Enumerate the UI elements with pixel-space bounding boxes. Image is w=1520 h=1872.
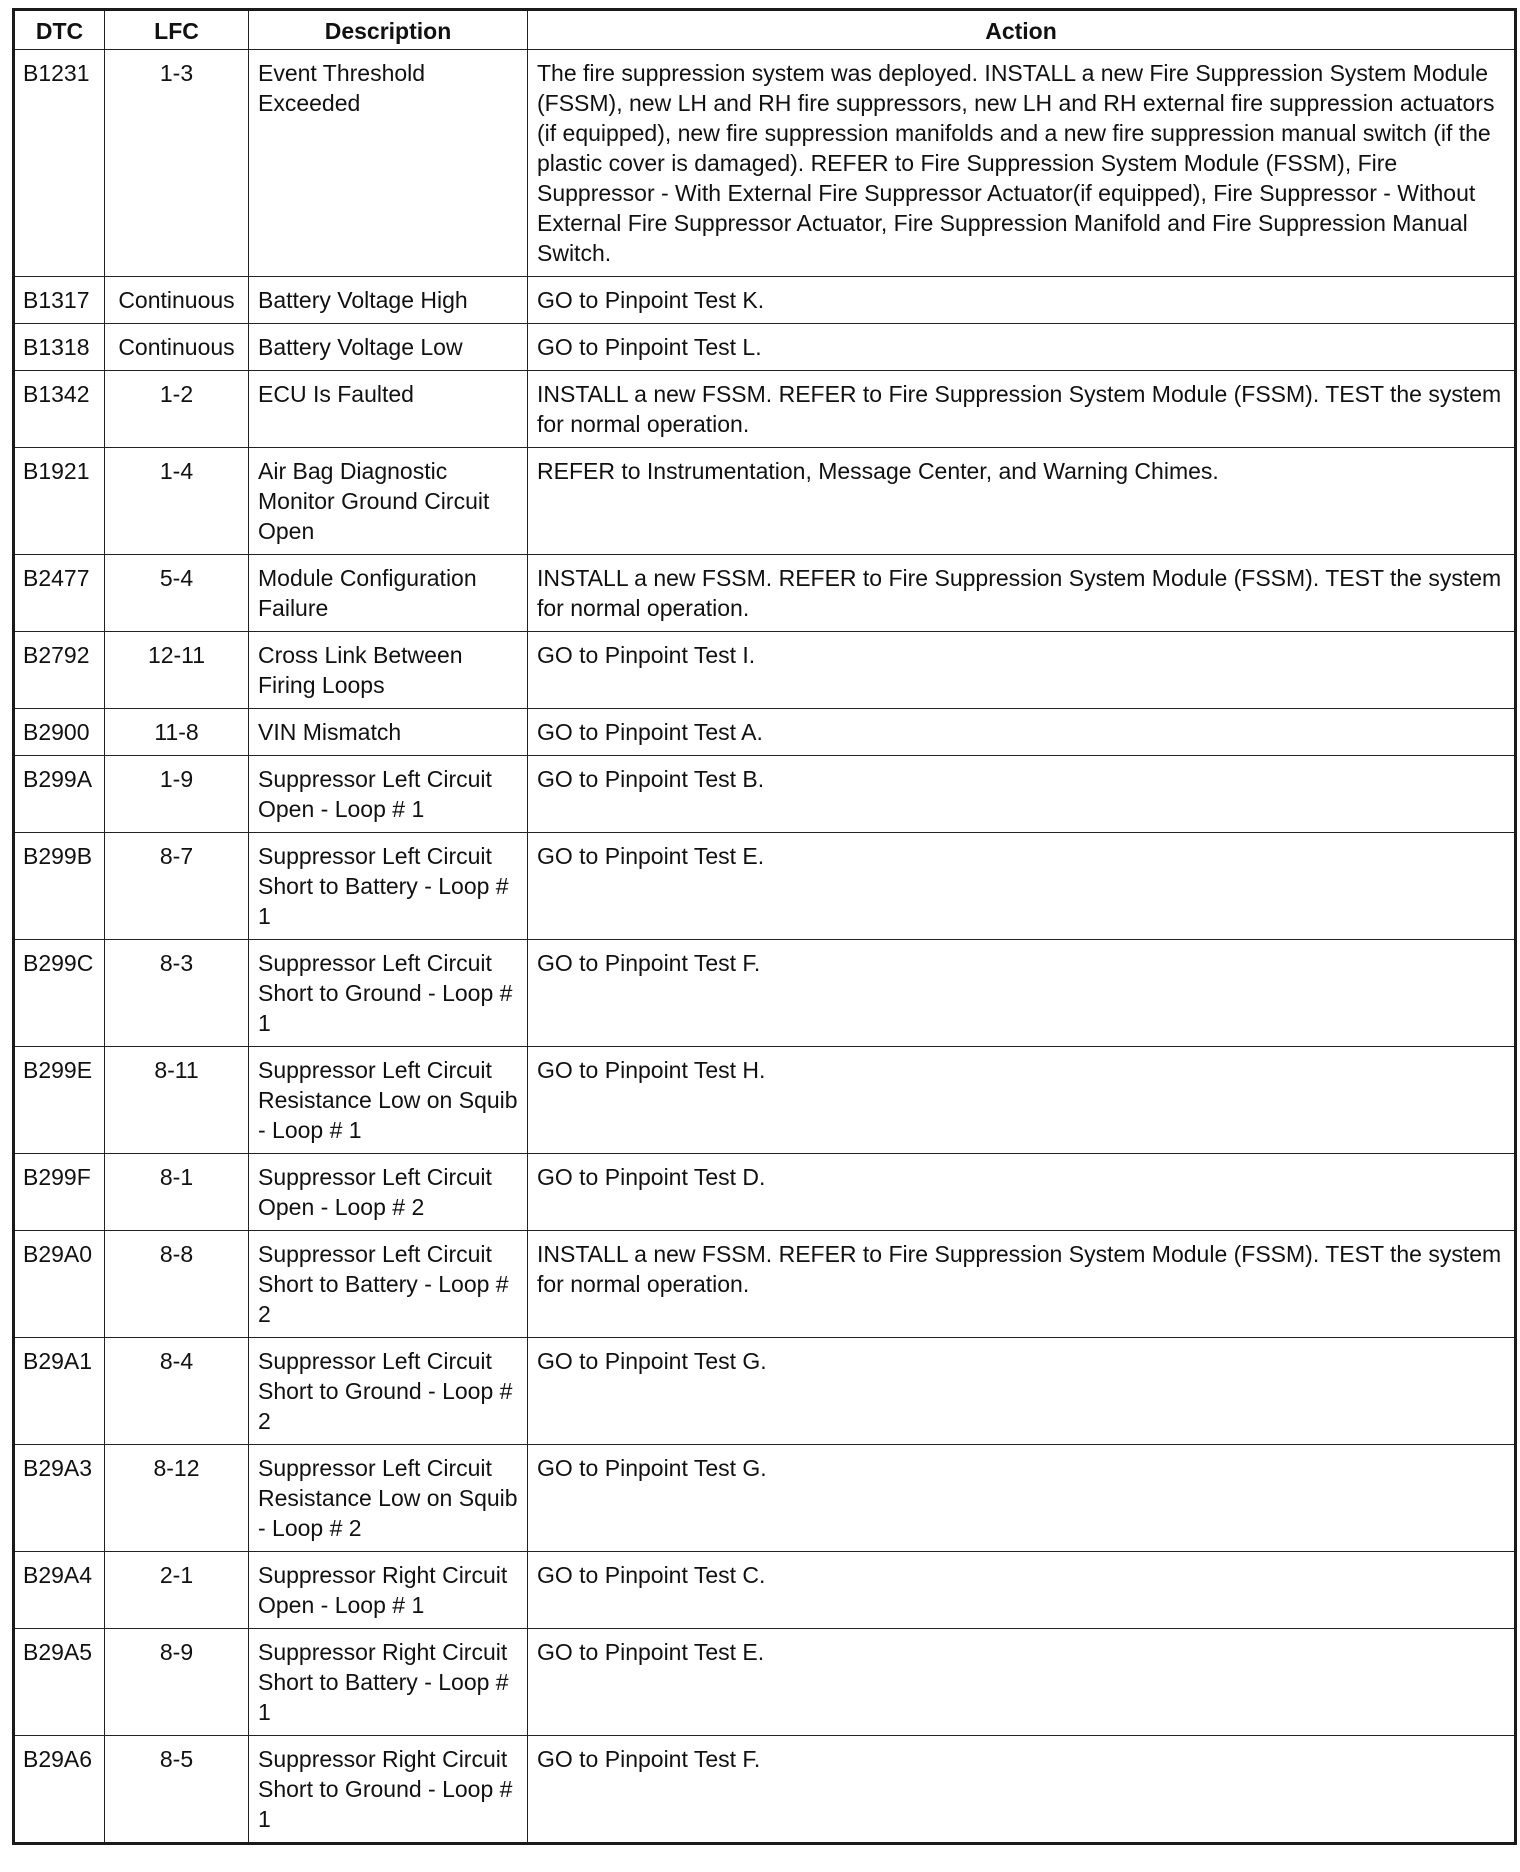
cell-action: GO to Pinpoint Test E. <box>528 833 1516 940</box>
cell-lfc: 8-8 <box>105 1231 249 1338</box>
table-body <box>14 50 1516 1844</box>
cell-dtc: B1231 <box>14 50 105 277</box>
cell-description: Suppressor Left Circuit Resistance Low on Squib - Loop # 1 <box>249 1047 528 1154</box>
header-dtc: DTC <box>14 10 105 50</box>
cell-lfc: 1-4 <box>105 448 249 555</box>
cell-lfc: Continuous <box>105 277 249 324</box>
table-row <box>14 709 1516 756</box>
cell-lfc: 11-8 <box>105 709 249 756</box>
cell-dtc: B2477 <box>14 555 105 632</box>
table-row <box>14 632 1516 709</box>
header-row <box>14 10 1516 50</box>
table-row <box>14 1552 1516 1629</box>
cell-lfc: 8-5 <box>105 1736 249 1844</box>
cell-action: GO to Pinpoint Test G. <box>528 1445 1516 1552</box>
cell-description: Cross Link Between Firing Loops <box>249 632 528 709</box>
cell-description: Suppressor Left Circuit Resistance Low on Squib - Loop # 2 <box>249 1445 528 1552</box>
cell-action: INSTALL a new FSSM. REFER to Fire Suppression System Module (FSSM). TEST the system for normal operation. <box>528 371 1516 448</box>
table-row <box>14 756 1516 833</box>
table-row <box>14 324 1516 371</box>
cell-action: The fire suppression system was deployed. INSTALL a new Fire Suppression System Module (FSSM), new LH and RH fire suppressors, new LH and RH external fire suppression actuators (if equipped), new fire suppression manifolds and a new fire suppression manual switch (if the plastic cover is damaged). REFER to Fire Suppression System Module (FSSM), Fire Suppressor - With External Fire Suppressor Actuator(if equipped), Fire Suppressor - Without External Fire Suppressor Actuator, Fire Suppression Manifold and Fire Suppression Manual Switch. <box>528 50 1516 277</box>
cell-action: GO to Pinpoint Test A. <box>528 709 1516 756</box>
table-row <box>14 1629 1516 1736</box>
cell-description: Suppressor Left Circuit Short to Ground - Loop # 2 <box>249 1338 528 1445</box>
table-row <box>14 555 1516 632</box>
cell-lfc: 8-12 <box>105 1445 249 1552</box>
cell-lfc: 8-3 <box>105 940 249 1047</box>
cell-dtc: B2900 <box>14 709 105 756</box>
cell-action: INSTALL a new FSSM. REFER to Fire Suppression System Module (FSSM). TEST the system for normal operation. <box>528 1231 1516 1338</box>
cell-action: GO to Pinpoint Test F. <box>528 940 1516 1047</box>
table-row <box>14 1445 1516 1552</box>
header-action: Action <box>528 10 1516 50</box>
cell-description: Suppressor Right Circuit Open - Loop # 1 <box>249 1552 528 1629</box>
cell-action: GO to Pinpoint Test E. <box>528 1629 1516 1736</box>
cell-action: GO to Pinpoint Test K. <box>528 277 1516 324</box>
cell-dtc: B1342 <box>14 371 105 448</box>
cell-action: GO to Pinpoint Test B. <box>528 756 1516 833</box>
cell-action: GO to Pinpoint Test I. <box>528 632 1516 709</box>
cell-lfc: 5-4 <box>105 555 249 632</box>
table-row <box>14 1047 1516 1154</box>
cell-lfc: 8-7 <box>105 833 249 940</box>
table-row <box>14 277 1516 324</box>
cell-dtc: B29A0 <box>14 1231 105 1338</box>
cell-dtc: B29A3 <box>14 1445 105 1552</box>
cell-description: Suppressor Left Circuit Short to Ground - Loop # 1 <box>249 940 528 1047</box>
cell-dtc: B1317 <box>14 277 105 324</box>
cell-lfc: 1-9 <box>105 756 249 833</box>
cell-lfc: 8-11 <box>105 1047 249 1154</box>
table-row <box>14 50 1516 277</box>
cell-lfc: 2-1 <box>105 1552 249 1629</box>
table-row <box>14 448 1516 555</box>
table-row <box>14 1154 1516 1231</box>
cell-lfc: 1-3 <box>105 50 249 277</box>
cell-dtc: B299C <box>14 940 105 1047</box>
cell-action: GO to Pinpoint Test H. <box>528 1047 1516 1154</box>
cell-action: INSTALL a new FSSM. REFER to Fire Suppression System Module (FSSM). TEST the system for normal operation. <box>528 555 1516 632</box>
cell-lfc: Continuous <box>105 324 249 371</box>
table-row <box>14 1231 1516 1338</box>
cell-dtc: B1921 <box>14 448 105 555</box>
cell-lfc: 8-4 <box>105 1338 249 1445</box>
dtc-table <box>12 8 1517 1845</box>
cell-dtc: B1318 <box>14 324 105 371</box>
cell-description: Suppressor Left Circuit Short to Battery - Loop # 1 <box>249 833 528 940</box>
cell-description: Battery Voltage High <box>249 277 528 324</box>
cell-action: GO to Pinpoint Test C. <box>528 1552 1516 1629</box>
cell-dtc: B299A <box>14 756 105 833</box>
table-row <box>14 371 1516 448</box>
cell-action: GO to Pinpoint Test D. <box>528 1154 1516 1231</box>
cell-dtc: B29A5 <box>14 1629 105 1736</box>
cell-lfc: 1-2 <box>105 371 249 448</box>
cell-action: GO to Pinpoint Test F. <box>528 1736 1516 1844</box>
cell-action: REFER to Instrumentation, Message Center, and Warning Chimes. <box>528 448 1516 555</box>
cell-dtc: B299F <box>14 1154 105 1231</box>
header-description: Description <box>249 10 528 50</box>
cell-dtc: B29A6 <box>14 1736 105 1844</box>
cell-lfc: 8-1 <box>105 1154 249 1231</box>
cell-description: Battery Voltage Low <box>249 324 528 371</box>
cell-action: GO to Pinpoint Test L. <box>528 324 1516 371</box>
table-header <box>14 10 1516 50</box>
cell-dtc: B2792 <box>14 632 105 709</box>
cell-description: Suppressor Right Circuit Short to Battery - Loop # 1 <box>249 1629 528 1736</box>
cell-description: Suppressor Left Circuit Short to Battery - Loop # 2 <box>249 1231 528 1338</box>
cell-description: VIN Mismatch <box>249 709 528 756</box>
cell-dtc: B299E <box>14 1047 105 1154</box>
cell-description: Module Configuration Failure <box>249 555 528 632</box>
table-row <box>14 1736 1516 1844</box>
cell-description: Suppressor Right Circuit Short to Ground - Loop # 1 <box>249 1736 528 1844</box>
cell-lfc: 12-11 <box>105 632 249 709</box>
cell-description: Suppressor Left Circuit Open - Loop # 2 <box>249 1154 528 1231</box>
cell-description: Event Threshold Exceeded <box>249 50 528 277</box>
table-row <box>14 833 1516 940</box>
table-row <box>14 940 1516 1047</box>
header-lfc: LFC <box>105 10 249 50</box>
cell-dtc: B29A1 <box>14 1338 105 1445</box>
cell-description: Air Bag Diagnostic Monitor Ground Circuit Open <box>249 448 528 555</box>
cell-dtc: B29A4 <box>14 1552 105 1629</box>
cell-lfc: 8-9 <box>105 1629 249 1736</box>
table-row <box>14 1338 1516 1445</box>
cell-description: ECU Is Faulted <box>249 371 528 448</box>
cell-description: Suppressor Left Circuit Open - Loop # 1 <box>249 756 528 833</box>
cell-action: GO to Pinpoint Test G. <box>528 1338 1516 1445</box>
cell-dtc: B299B <box>14 833 105 940</box>
